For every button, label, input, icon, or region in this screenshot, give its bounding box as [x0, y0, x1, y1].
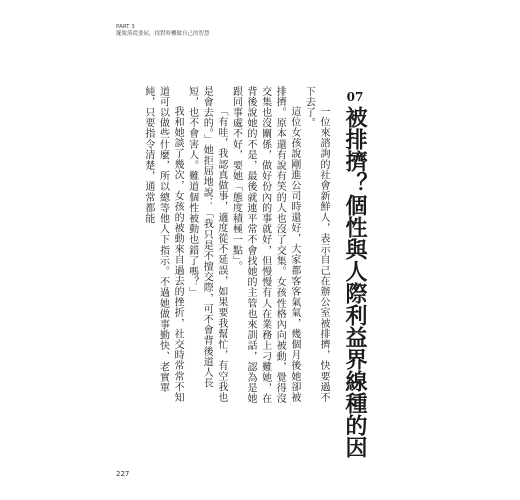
paragraph: 我和她談了幾次，女孩的被動來自過去的挫折，社交時常常不知道可以做些什麼，所以總等他人下指示。不過她做事勤快、老實單純，只要指令清楚，通常都能 [142, 86, 184, 403]
running-head [116, 24, 210, 38]
chapter-heading [340, 90, 370, 458]
chapter-number: 07 [346, 90, 364, 104]
paragraph: 這位女孩說剛進公司時還好，大家都客客氣氣，幾個月後她卻被排擠。原本還有說有笑的人也沒了交集。女孩性格內向被動，覺得沒交集也沒關係，做好份內的事就好，但慢慢有人在業務上刁難她，在背後說她的不是，最後就連平常不會找她的主管也來訓話，認為是她跟同事處不好，要她「態度積極一點」。 [230, 86, 300, 404]
part-subtitle: 擺脫落從委屈，找對時機做自己的智慧 [116, 31, 210, 37]
paragraph: 一位來諮詢的社會新鮮人，表示自己在辦公室被排擠，快要過不下去了。 [303, 86, 329, 403]
paragraph: 「有哇，我認真做事，適度從不延誤，如果要我幫忙，有空我也是會去的。」她拒屈地說：「我只是不擅交際，可不會背後道人長短，也不會害人。難道個性被動也錯了嗎？」 [186, 86, 227, 403]
chapter-title: 被排擠？個性與人際利益界線種的因 [342, 106, 368, 458]
body-text [130, 86, 330, 406]
page-number: 227 [116, 470, 130, 478]
part-label: PART 3 [116, 24, 135, 30]
